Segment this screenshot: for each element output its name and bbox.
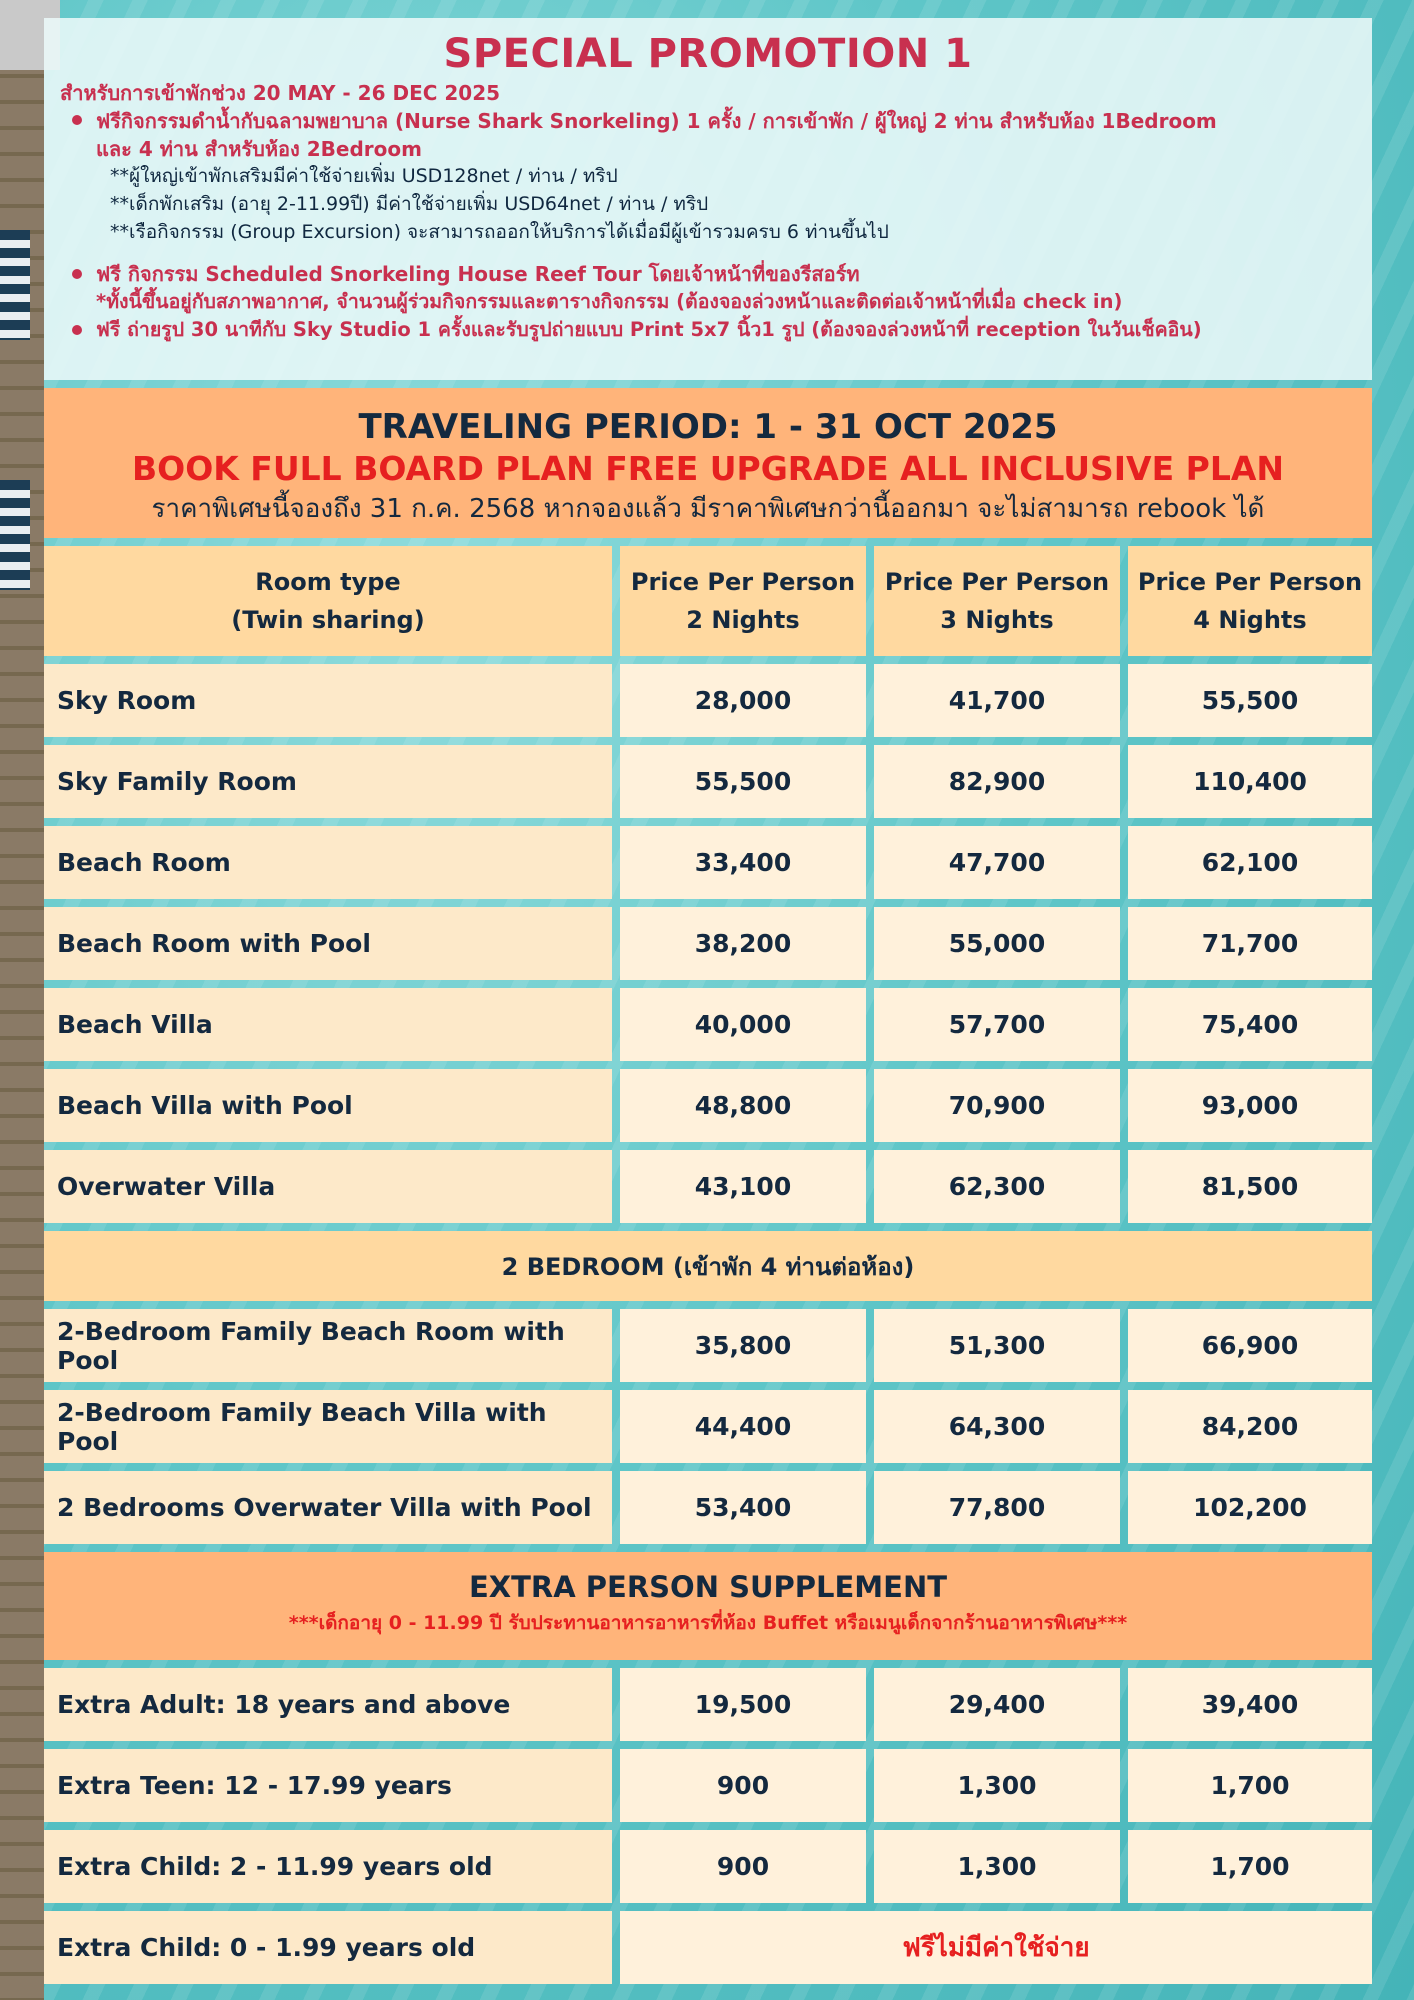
price-3-nights: 70,900 — [874, 1069, 1120, 1142]
price-2-nights: 53,400 — [620, 1471, 866, 1544]
price-2-nights: 33,400 — [620, 826, 866, 899]
promotion-note: **เรือกิจกรรม (Group Excursion) จะสามารถออกให้บริการได้เมื่อมีผู้เข้ารวมครบ 6 ท่านขึ้นไป — [110, 221, 889, 243]
room-name: Overwater Villa — [44, 1150, 612, 1223]
price-2-nights: 19,500 — [620, 1668, 866, 1741]
promotion-note: **ผู้ใหญ่เข้าพักเสริมมีค่าใช้จ่ายเพิ่ม USD128net / ท่าน / ทริป — [110, 165, 618, 187]
bullet-dot-icon — [72, 115, 82, 125]
promotion-note: **เด็กพักเสริม (อายุ 2-11.99ปี) มีค่าใช้จ่ายเพิ่ม USD64net / ท่าน / ทริป — [110, 193, 709, 215]
price-2-nights: 35,800 — [620, 1309, 866, 1382]
extra-person-type: Extra Teen: 12 - 17.99 years — [44, 1749, 612, 1822]
room-name: Beach Villa with Pool — [44, 1069, 612, 1142]
striped-cushion-decoration — [0, 230, 30, 340]
bullet-text: ฟรีกิจกรรมดำน้ำกับฉลามพยาบาล (Nurse Shark Snorkeling) 1 ครั้ง / การเข้าพัก / ผู้ใหญ่ 2 ท่าน สำหรับห้อง 1Bedroom — [96, 109, 1217, 133]
bullet-dot-icon — [72, 325, 82, 335]
price-3-nights: 57,700 — [874, 988, 1120, 1061]
price-2-nights: 55,500 — [620, 745, 866, 818]
price-2-nights: 48,800 — [620, 1069, 866, 1142]
price-3-nights: 55,000 — [874, 907, 1120, 980]
price-2-nights: 28,000 — [620, 664, 866, 737]
bullet-note: *ทั้งนี้ขึ้นอยู่กับสภาพอากาศ, จำนวนผู้ร่วมกิจกรรมและตารางกิจกรรม (ต้องจองล่วงหน้าและติดต่อเจ้าหน้าที่เมื่อ check in) — [96, 290, 1123, 313]
price-4-nights: 102,200 — [1128, 1471, 1372, 1544]
room-name: 2 Bedrooms Overwater Villa with Pool — [44, 1471, 612, 1544]
price-4-nights: 39,400 — [1128, 1668, 1372, 1741]
header-2-nights — [620, 546, 866, 656]
traveling-period-title: TRAVELING PERIOD: 1 - 31 OCT 2025 — [358, 407, 1058, 447]
header-label: 3 Nights — [940, 606, 1054, 634]
table-row — [44, 826, 1372, 899]
table-row — [44, 1471, 1372, 1544]
price-4-nights: 81,500 — [1128, 1150, 1372, 1223]
price-3-nights: 62,300 — [874, 1150, 1120, 1223]
room-name: Beach Villa — [44, 988, 612, 1061]
bullet-text: ฟรี กิจกรรม Scheduled Snorkeling House Reef Tour โดยเจ้าหน้าที่ของรีสอร์ท — [96, 262, 860, 286]
price-3-nights: 82,900 — [874, 745, 1120, 818]
table-row — [44, 664, 1372, 737]
promotion-title: SPECIAL PROMOTION 1 — [443, 31, 973, 77]
room-name: Sky Room — [44, 664, 612, 737]
table-row — [44, 1830, 1372, 1903]
bullet-text: และ 4 ท่าน สำหรับห้อง 2Bedroom — [96, 137, 422, 161]
price-2-nights: 44,400 — [620, 1390, 866, 1463]
room-name: Beach Room with Pool — [44, 907, 612, 980]
header-4-nights — [1128, 546, 1372, 656]
extra-person-type: Extra Child: 2 - 11.99 years old — [44, 1830, 612, 1903]
extra-person-title: EXTRA PERSON SUPPLEMENT — [468, 1570, 948, 1604]
table-row — [44, 1390, 1372, 1463]
table-row — [44, 907, 1372, 980]
promotion-bullet — [60, 260, 1356, 316]
price-4-nights: 1,700 — [1128, 1749, 1372, 1822]
price-4-nights: 62,100 — [1128, 826, 1372, 899]
stay-period: สำหรับการเข้าพักช่วง 20 MAY - 26 DEC 2025 — [60, 81, 501, 105]
table-row — [44, 1668, 1372, 1741]
traveling-period-banner — [44, 388, 1372, 538]
header-room-type — [44, 546, 612, 656]
bullet-dot-icon — [72, 269, 82, 279]
room-name: 2-Bedroom Family Beach Villa with Pool — [44, 1390, 612, 1463]
price-3-nights: 51,300 — [874, 1309, 1120, 1382]
room-name: Beach Room — [44, 826, 612, 899]
extra-person-banner — [44, 1552, 1372, 1660]
price-2-nights: 900 — [620, 1749, 866, 1822]
price-3-nights: 77,800 — [874, 1471, 1120, 1544]
price-sheet — [44, 18, 1372, 1984]
header-label: Price Per Person — [630, 568, 856, 596]
header-label: (Twin sharing) — [231, 606, 425, 634]
extra-person-type: Extra Adult: 18 years and above — [44, 1668, 612, 1741]
table-row — [44, 988, 1372, 1061]
table-row — [44, 1749, 1372, 1822]
table-row — [44, 745, 1372, 818]
price-4-nights: 66,900 — [1128, 1309, 1372, 1382]
header-label: Price Per Person — [1137, 568, 1363, 596]
room-name: Sky Family Room — [44, 745, 612, 818]
header-label: Room type — [255, 568, 401, 596]
infant-free-note: ฟรีไม่มีค่าใช้จ่าย — [620, 1911, 1372, 1984]
price-4-nights: 110,400 — [1128, 745, 1372, 818]
promotion-bullet — [60, 106, 1356, 162]
table-row — [44, 1309, 1372, 1382]
header-label: Price Per Person — [884, 568, 1110, 596]
header-label: 4 Nights — [1193, 606, 1307, 634]
price-3-nights: 47,700 — [874, 826, 1120, 899]
header-label: 2 Nights — [686, 606, 800, 634]
price-4-nights: 93,000 — [1128, 1069, 1372, 1142]
child-meal-note: ***เด็กอายุ 0 - 11.99 ปี รับประทานอาหารอาหารที่ห้อง Buffet หรือเมนูเด็กจากร้านอาหารพิเศษ*** — [288, 1612, 1128, 1634]
price-3-nights: 29,400 — [874, 1668, 1120, 1741]
promotion-box — [44, 18, 1372, 380]
header-3-nights — [874, 546, 1120, 656]
price-3-nights: 1,300 — [874, 1830, 1120, 1903]
price-4-nights: 71,700 — [1128, 907, 1372, 980]
price-2-nights: 40,000 — [620, 988, 866, 1061]
bullet-text: ฟรี ถ่ายรูป 30 นาทีกับ Sky Studio 1 ครั้งและรับรูปถ่ายแบบ Print 5x7 นิ้ว1 รูป (ต้องจองล่วงหน้าที่ reception ในวันเช็คอิน) — [96, 318, 1202, 341]
price-4-nights: 1,700 — [1128, 1830, 1372, 1903]
price-2-nights: 900 — [620, 1830, 866, 1903]
table-row — [44, 1069, 1372, 1142]
table-header — [44, 546, 1372, 656]
price-4-nights: 84,200 — [1128, 1390, 1372, 1463]
table-row — [44, 1911, 1372, 1984]
price-3-nights: 1,300 — [874, 1749, 1120, 1822]
price-2-nights: 38,200 — [620, 907, 866, 980]
promotion-bullet — [60, 316, 1356, 344]
upgrade-offer: BOOK FULL BOARD PLAN FREE UPGRADE ALL INCLUSIVE PLAN — [131, 449, 1285, 488]
extra-person-type: Extra Child: 0 - 1.99 years old — [44, 1911, 612, 1984]
price-3-nights: 41,700 — [874, 664, 1120, 737]
price-3-nights: 64,300 — [874, 1390, 1120, 1463]
room-name: 2-Bedroom Family Beach Room with Pool — [44, 1309, 612, 1382]
booking-deadline-note: ราคาพิเศษนี้จองถึง 31 ก.ค. 2568 หากจองแล้ว มีราคาพิเศษกว่านี้ออกมา จะไม่สามารถ rebook ได้ — [151, 494, 1265, 524]
table-row — [44, 1150, 1372, 1223]
two-bedroom-section-label: 2 BEDROOM (เข้าพัก 4 ท่านต่อห้อง) — [44, 1231, 1372, 1301]
price-4-nights: 55,500 — [1128, 664, 1372, 737]
striped-cushion-decoration — [0, 480, 30, 590]
price-2-nights: 43,100 — [620, 1150, 866, 1223]
price-4-nights: 75,400 — [1128, 988, 1372, 1061]
